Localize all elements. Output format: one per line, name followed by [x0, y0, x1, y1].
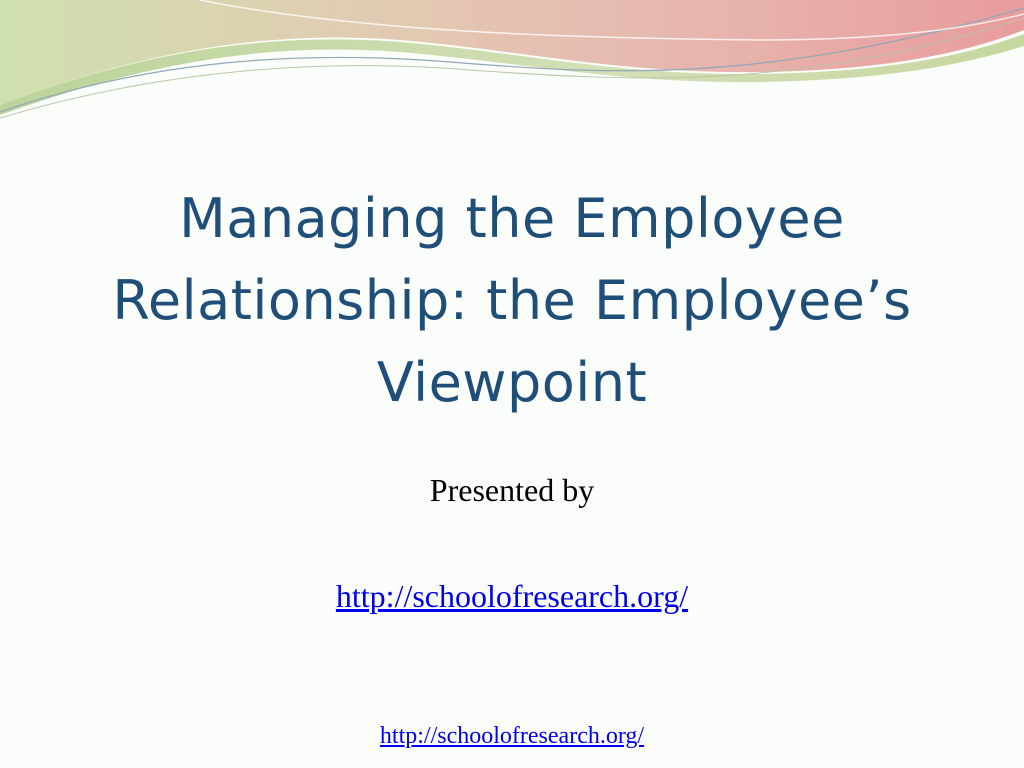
main-link-container: [0, 576, 1024, 616]
slide-title: [60, 178, 964, 424]
school-of-research-link[interactable]: http://schoolofresearch.org/: [335, 578, 689, 614]
title-line-3: Viewpoint: [376, 351, 648, 414]
title-line-2: Relationship: the Employee’s: [112, 269, 912, 332]
footer-school-of-research-link[interactable]: http://schoolofresearch.org/: [379, 723, 645, 749]
presented-by-text: Presented by: [429, 472, 595, 508]
decorative-header-wave: [0, 0, 1024, 130]
footer-link-container: [0, 720, 1024, 752]
title-line-1: Managing the Employee: [179, 187, 845, 250]
